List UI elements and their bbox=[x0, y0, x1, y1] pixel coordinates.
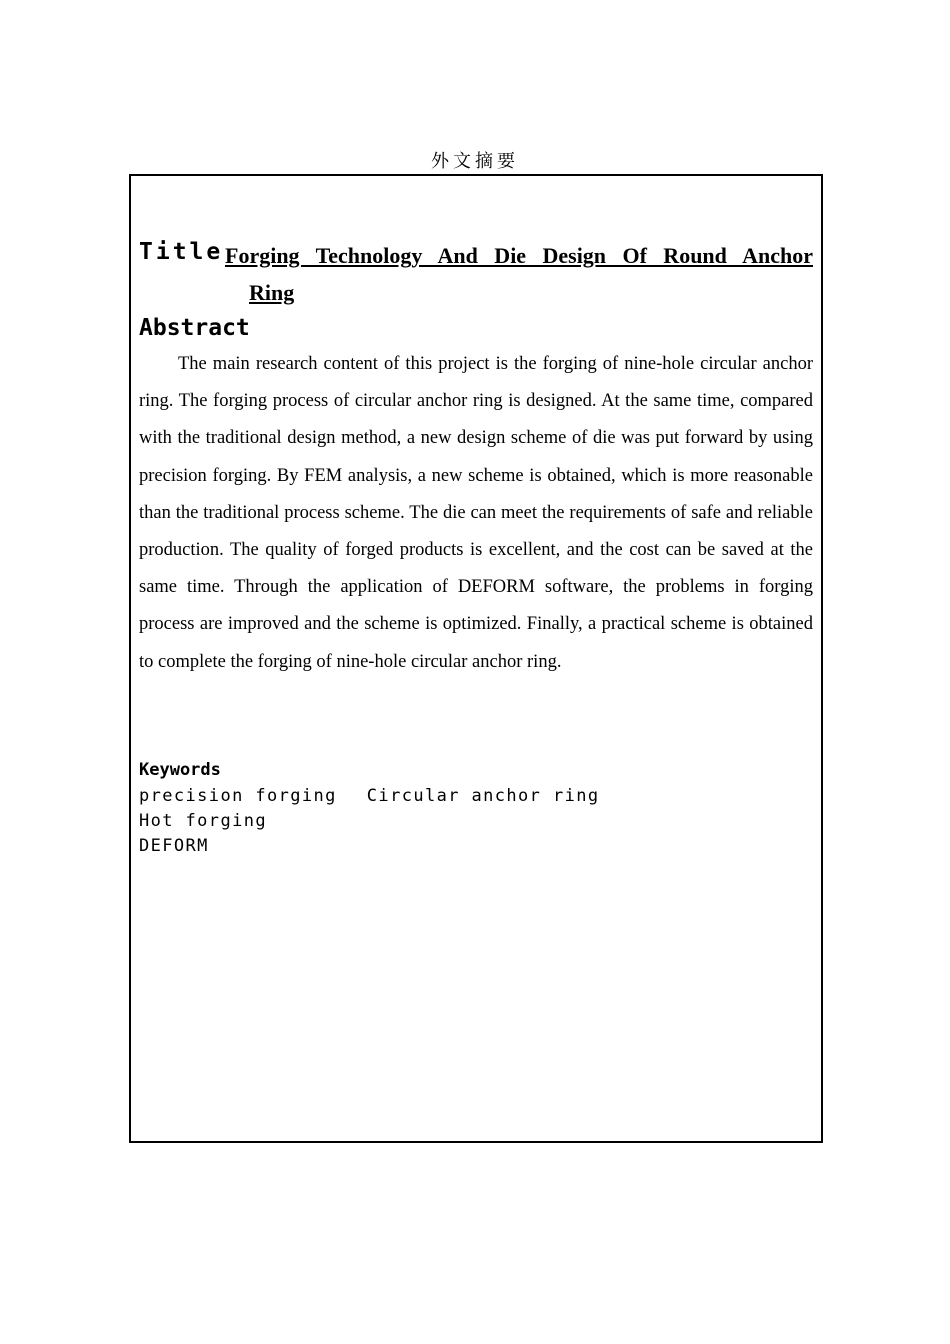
abstract-label: Abstract bbox=[139, 315, 250, 341]
keywords-list bbox=[139, 784, 779, 859]
keyword-item: precision forging bbox=[139, 786, 337, 806]
keyword-item: DEFORM bbox=[139, 836, 209, 856]
title-label: Title bbox=[139, 239, 224, 265]
abstract-frame bbox=[129, 174, 823, 1143]
thesis-title-line-1: Forging Technology And Die Design Of Round Anchor bbox=[225, 243, 813, 268]
page-heading: 外文摘要 bbox=[431, 151, 519, 172]
keywords-label: Keywords bbox=[139, 760, 221, 780]
abstract-body: The main research content of this project is the forging of nine-hole circular anchor ring. The forging process of circular anchor ring is designed. At the same time, compared with the traditional design method, a new design scheme of die was put forward by using precision forging. By FEM analysis, a new scheme is obtained, which is more reasonable than the traditional process scheme. The die can meet the requirements of safe and reliable production. The quality of forged products is excellent, and the cost can be saved at the same time. Through the application of DEFORM software, the problems in forging process are improved and the scheme is optimized. Finally, a practical scheme is obtained to complete the forging of nine-hole circular anchor ring. bbox=[139, 354, 813, 672]
thesis-title-line-2: Ring bbox=[249, 280, 295, 305]
keyword-item: Hot forging bbox=[139, 811, 267, 831]
keyword-item: Circular anchor ring bbox=[366, 786, 600, 806]
thesis-title bbox=[225, 237, 813, 311]
